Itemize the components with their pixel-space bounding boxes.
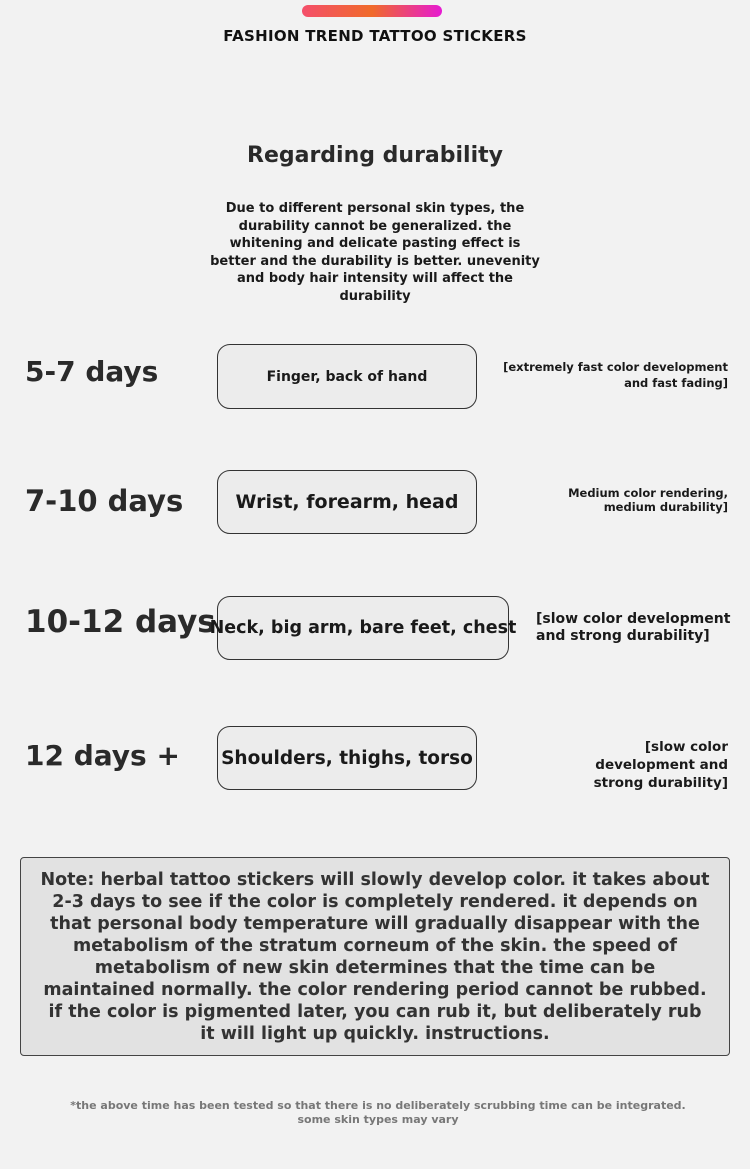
body-area-box: Neck, big arm, bare feet, chest <box>217 596 509 660</box>
intro-paragraph: Due to different personal skin types, the durability cannot be generalized. the whitening and delicate pasting effect is better and the durability is better. unevenity and body hair intensity will affect the durability <box>210 201 540 304</box>
days-label: 7-10 days <box>25 484 184 518</box>
durability-description: [extremely fast color development and fast fading] <box>503 360 728 390</box>
body-area-box: Wrist, forearm, head <box>217 470 477 534</box>
section-title: Regarding durability <box>247 143 503 168</box>
brand-gradient-bar <box>302 5 442 17</box>
brand-title: FASHION TREND TATTOO STICKERS <box>223 27 527 45</box>
days-label: 5-7 days <box>25 355 159 388</box>
durability-description: Medium color rendering, medium durability] <box>568 486 728 514</box>
footnote: *the above time has been tested so that there is no deliberately scrubbing time can be integrated. some skin types may vary <box>70 1099 686 1126</box>
days-label: 10-12 days <box>25 604 216 640</box>
body-area-box: Finger, back of hand <box>217 344 477 409</box>
note-box <box>20 857 730 1056</box>
durability-description: [slow color development and strong durability] <box>536 611 731 644</box>
durability-description: [slow color development and strong durability] <box>593 739 728 791</box>
body-area-box: Shoulders, thighs, torso <box>217 726 477 790</box>
days-label: 12 days + <box>25 739 180 772</box>
note-text: Note: herbal tattoo stickers will slowly develop color. it takes about 2-3 days to see if the color is completely rendered. it depends on that personal body temperature will gradually disappear with the metabolism of the stratum corneum of the skin. the speed of metabolism of new skin determines that the time can be maintained normally. the color rendering period cannot be rubbed. if the color is pigmented later, you can rub it, but deliberately rub it will light up quickly. instructions. <box>40 869 710 1044</box>
